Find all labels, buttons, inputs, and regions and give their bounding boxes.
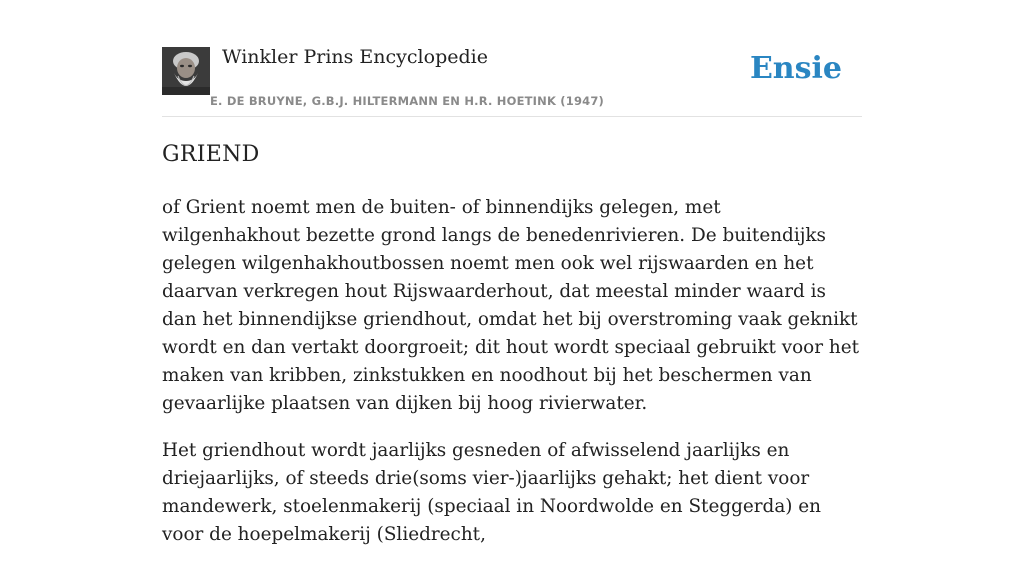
author-avatar[interactable]: [162, 47, 210, 95]
article-headword: GRIEND: [162, 142, 260, 167]
article-paragraph: of Grient noemt men de buiten- of binnendijks gelegen, met wilgenhakhout bezette grond langs de benedenrivieren. De buitendijks gelegen wilgenhakhoutbossen noemt men ook wel rijswaarden en het daarvan verkregen hout Rijswaarderhout, dat meestal minder waard is dan het binnendijkse griendhout, omdat het bij overstroming vaak geknikt wordt en dan vertakt doorgroeit; dit hout wordt speciaal gebruikt voor het maken van kribben, zinkstukken en noodhout bij het beschermen van gevaarlijke plaatsen van dijken bij hoog rivierwater.: [162, 197, 860, 414]
article-paragraph: Het griendhout wordt jaarlijks gesneden of afwisselend jaarlijks en driejaarlijks, of steeds drie(soms vier-)jaarlijks gehakt; het dient voor mandewerk, stoelenmakerij (speciaal in Noordwolde en Steggerda) en voor de hoepelmakerij (Sliedrecht,: [162, 440, 822, 545]
author-credits: E. DE BRUYNE, G.B.J. HILTERMANN EN H.R. HOETINK (1947): [210, 94, 605, 108]
source-header: [162, 40, 862, 117]
source-title[interactable]: Winkler Prins Encyclopedie: [222, 46, 488, 68]
article-body: [162, 138, 862, 568]
bearded-man-portrait-icon: [162, 47, 210, 95]
ensie-logo[interactable]: Ensie: [749, 51, 842, 86]
